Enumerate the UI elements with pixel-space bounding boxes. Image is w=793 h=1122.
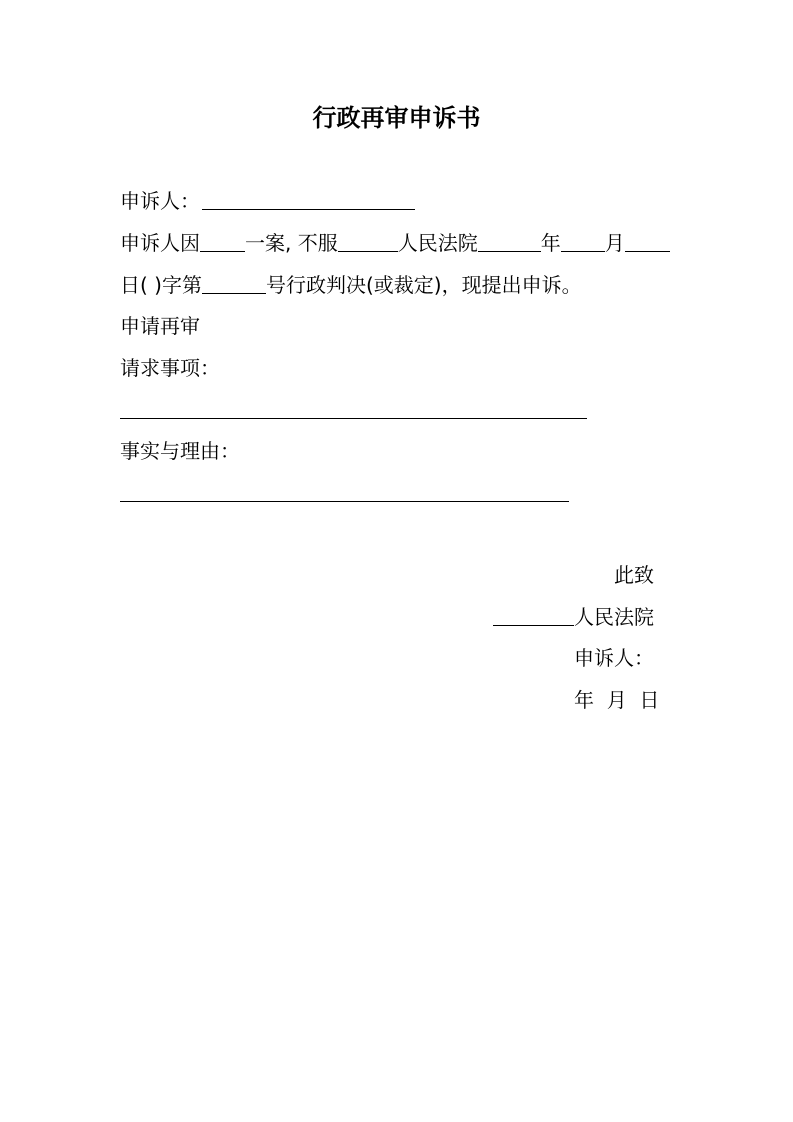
case-line-text-4: 年 xyxy=(540,231,561,255)
judgment-line xyxy=(120,271,582,299)
complainant-line xyxy=(120,187,415,215)
case-line-text-3: 人民法院 xyxy=(397,231,478,255)
addressee-court-blank xyxy=(493,607,574,626)
case-number-blank xyxy=(202,275,266,294)
case-line-text-2: 一案, 不服 xyxy=(245,231,338,255)
facts-reasons-line xyxy=(120,501,569,502)
addressee-court-suffix: 人民法院 xyxy=(574,605,654,629)
case-line xyxy=(120,229,670,257)
month-blank xyxy=(561,233,605,252)
complainant-name-blank xyxy=(202,191,415,210)
case-line-text-1: 申诉人因 xyxy=(120,231,200,255)
day-blank xyxy=(625,233,670,252)
case-line-text-5: 月 xyxy=(604,231,625,255)
document-title: 行政再审申诉书 xyxy=(312,104,481,132)
date-line: 年 月 日 xyxy=(574,688,660,712)
salutation: 此致 xyxy=(614,563,654,587)
case-name-blank xyxy=(200,233,245,252)
court-name-blank xyxy=(338,233,398,252)
addressee-court-line xyxy=(493,603,654,631)
facts-reasons-label: 事实与理由： xyxy=(120,439,240,463)
signer-label: 申诉人： xyxy=(574,646,654,670)
request-items-label: 请求事项： xyxy=(120,356,220,380)
judgment-line-text-1: 日( )字第 xyxy=(120,273,202,297)
apply-retrial-heading: 申请再审 xyxy=(120,314,200,338)
request-items-line xyxy=(120,418,587,419)
year-blank xyxy=(478,233,541,252)
judgment-line-text-2: 号行政判决(或裁定)，现提出申诉。 xyxy=(265,273,582,297)
complainant-label: 申诉人： xyxy=(120,189,200,213)
